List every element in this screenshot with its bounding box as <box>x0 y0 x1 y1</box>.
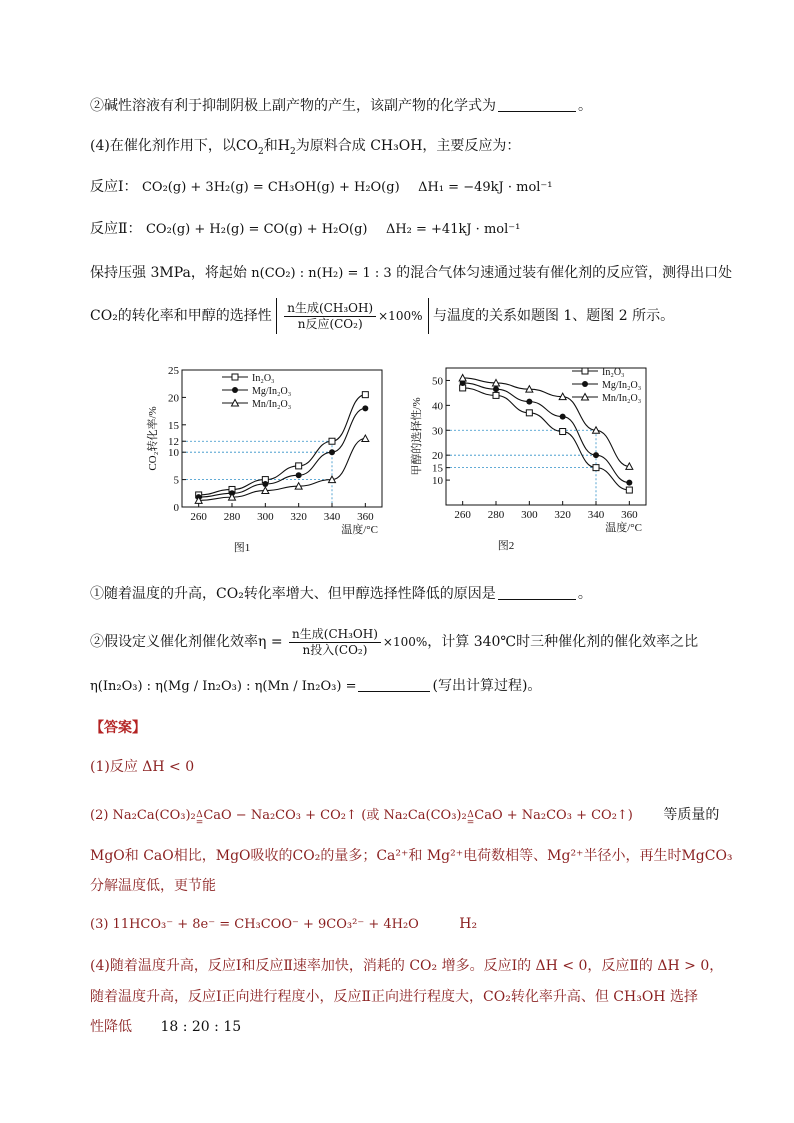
data-point-0 <box>593 465 599 471</box>
y-tick-label: 10 <box>168 447 179 460</box>
question-4-intro: (4)在催化剂作用下，以$CO_2$和$H_2$为原料合成 CH₃OH，主要反应为： <box>90 138 521 157</box>
answer-2-line-3: 分解温度低，更节能 <box>90 878 216 894</box>
question-4-2-ratio: η(In₂O₃) : η(Mg / In₂O₃) : η(Mn / In₂O₃) = (写出计算过程)。 <box>90 678 542 694</box>
x-tick-label: 260 <box>454 509 471 521</box>
legend-label: In₂O₃ <box>602 367 625 378</box>
reaction-2: 反应Ⅱ： CO₂(g) + H₂(g) = CO(g) + H₂O(g) ΔH₂ = +41kJ · mol⁻¹ <box>90 221 521 237</box>
reaction-1: 反应Ⅰ： CO₂(g) + 3H₂(g) = CH₃OH(g) + H₂O(g) ΔH₁ = −49kJ · mol⁻¹ <box>90 179 553 195</box>
answer-4-line-3: 性降低 18 : 20 : 15 <box>90 1019 242 1035</box>
x-axis-label: 温度/°C <box>605 522 642 534</box>
answer-2: (2) Na₂Ca(CO₃)₂ Δ = CaO − Na₂CO₃ + CO₂↑ (或 Na₂Ca(CO₃)₂ Δ = CaO + Na₂CO₃ + CO₂↑) 等质量的 <box>90 807 720 828</box>
answer-3: (3) 11HCO₃⁻ + 8e⁻ = CH₃COO⁻ + 9CO₃²⁻ + 4H₂O H₂ <box>90 916 478 932</box>
y-axis-label: 甲醇的选择性/% <box>411 397 423 476</box>
condition-line-1: 保持压强 3MPa，将起始 n(CO₂) : n(H₂) = 1 : 3 的混合气体匀速通过装有催化剂的反应管，测得出口处 <box>90 265 733 281</box>
y-tick-label: 30 <box>432 425 443 438</box>
answer-blank[interactable] <box>498 97 576 112</box>
legend-marker <box>232 374 238 380</box>
data-point-1 <box>296 472 302 478</box>
data-point-0 <box>626 487 632 493</box>
x-tick-label: 280 <box>487 509 505 521</box>
selectivity-fraction: $\frac{\text{n生成(CH₃OH)}}{\text{n反应(CO₂)}}$ <box>284 301 376 332</box>
y-tick-label: 15 <box>168 419 179 432</box>
data-point-0 <box>296 463 302 469</box>
data-point-1 <box>362 405 368 411</box>
answer-4-line-2: 随着温度升高，反应Ⅰ正向进行程度小，反应Ⅱ正向进行程度大，CO₂转化率升高、但 CH₃OH 选择 <box>90 989 698 1005</box>
data-point-0 <box>526 410 532 416</box>
x-tick-label: 320 <box>554 509 571 521</box>
legend-label: Mn/In₂O₃ <box>252 399 292 410</box>
y-tick-label: 12 <box>168 436 179 449</box>
answer-blank[interactable] <box>498 585 576 600</box>
legend-marker <box>232 387 238 393</box>
y-tick-label: 15 <box>432 462 443 475</box>
question-4-2: ②假设定义催化剂催化效率η = $\frac{\text{n生成(CH₃OH)}}{\text{n投入(CO₂)}}$ ×100%，计算 340℃时三种催化剂的催化效率之比 <box>90 626 699 657</box>
data-point-0 <box>362 392 368 398</box>
efficiency-fraction: $\frac{\text{n生成(CH₃OH)}}{\text{n投入(CO₂)}}$ <box>289 627 381 658</box>
answer-4-line-1: (4)随着温度升高，反应Ⅰ和反应Ⅱ速率加快，消耗的 CO₂ 增多。反应Ⅰ的 ΔH < 0，反应Ⅱ的 ΔH > 0， <box>90 958 724 974</box>
chart-figure-2 <box>410 360 660 560</box>
y-tick-label: 0 <box>173 502 179 514</box>
x-tick-label: 260 <box>190 511 207 523</box>
legend-marker <box>582 368 588 374</box>
legend-label: Mg/In₂O₃ <box>602 380 642 391</box>
x-tick-label: 340 <box>323 511 341 523</box>
data-point-1 <box>493 386 499 392</box>
data-point-0 <box>560 429 566 435</box>
y-tick-label: 10 <box>432 475 443 488</box>
selectivity-bracket: $\frac{\text{n生成(CH₃OH)}}{\text{n反应(CO₂)}}$ ×100% <box>276 298 428 334</box>
y-tick-label: 25 <box>168 365 179 377</box>
data-point-1 <box>626 480 632 486</box>
legend-label: Mg/In₂O₃ <box>252 386 292 397</box>
x-tick-label: 340 <box>587 509 605 521</box>
answer-1: (1)反应 ΔH < 0 <box>90 759 195 775</box>
answer-2-line-2: MgO和 CaO相比，MgO吸收的CO₂的量多；Ca²⁺和 Mg²⁺电荷数相等、Mg²⁺半径小，再生时MgCO₃ <box>90 848 733 864</box>
y-axis-label: CO₂转化率/% <box>147 406 159 471</box>
data-point-1 <box>329 449 335 455</box>
legend-label: In₂O₃ <box>252 373 275 384</box>
legend-label: Mn/In₂O₃ <box>602 393 642 404</box>
chart-figure-1 <box>140 360 400 560</box>
data-point-1 <box>593 452 599 458</box>
figure-caption: 图2 <box>497 540 515 552</box>
data-point-1 <box>560 414 566 420</box>
data-point-2 <box>362 435 369 442</box>
figure-caption: 图1 <box>233 542 251 554</box>
x-axis-label: 温度/°C <box>341 524 378 536</box>
x-tick-label: 300 <box>257 511 274 523</box>
answer-header: 【答案】 <box>90 720 146 736</box>
x-tick-label: 360 <box>621 509 638 521</box>
legend-marker <box>582 381 588 387</box>
answer-blank[interactable] <box>358 677 430 692</box>
question-2-2: ②碱性溶液有利于抑制阴极上副产物的产生，该副产物的化学式为 。 <box>90 98 592 114</box>
series-line-1 <box>199 408 366 497</box>
data-point-0 <box>493 392 499 398</box>
x-tick-label: 360 <box>357 511 374 523</box>
question-4-1: ①随着温度的升高，CO₂转化率增大、但甲醇选择性降低的原因是 。 <box>90 586 592 602</box>
y-tick-label: 50 <box>432 375 443 388</box>
x-tick-label: 300 <box>521 509 538 521</box>
y-tick-label: 20 <box>168 392 179 405</box>
x-tick-label: 320 <box>290 511 307 523</box>
condition-line-2: CO₂的转化率和甲醇的选择性 $\frac{\text{n生成(CH₃OH)}}{\text{n反应(CO₂)}}$ ×100% 与温度的关系如题图 1、题图 2 所示。 <box>90 298 674 334</box>
data-point-1 <box>526 399 532 405</box>
data-point-0 <box>329 438 335 444</box>
y-tick-label: 20 <box>432 450 443 463</box>
y-tick-label: 5 <box>173 474 179 487</box>
y-tick-label: 40 <box>432 400 443 413</box>
x-tick-label: 280 <box>223 511 241 523</box>
